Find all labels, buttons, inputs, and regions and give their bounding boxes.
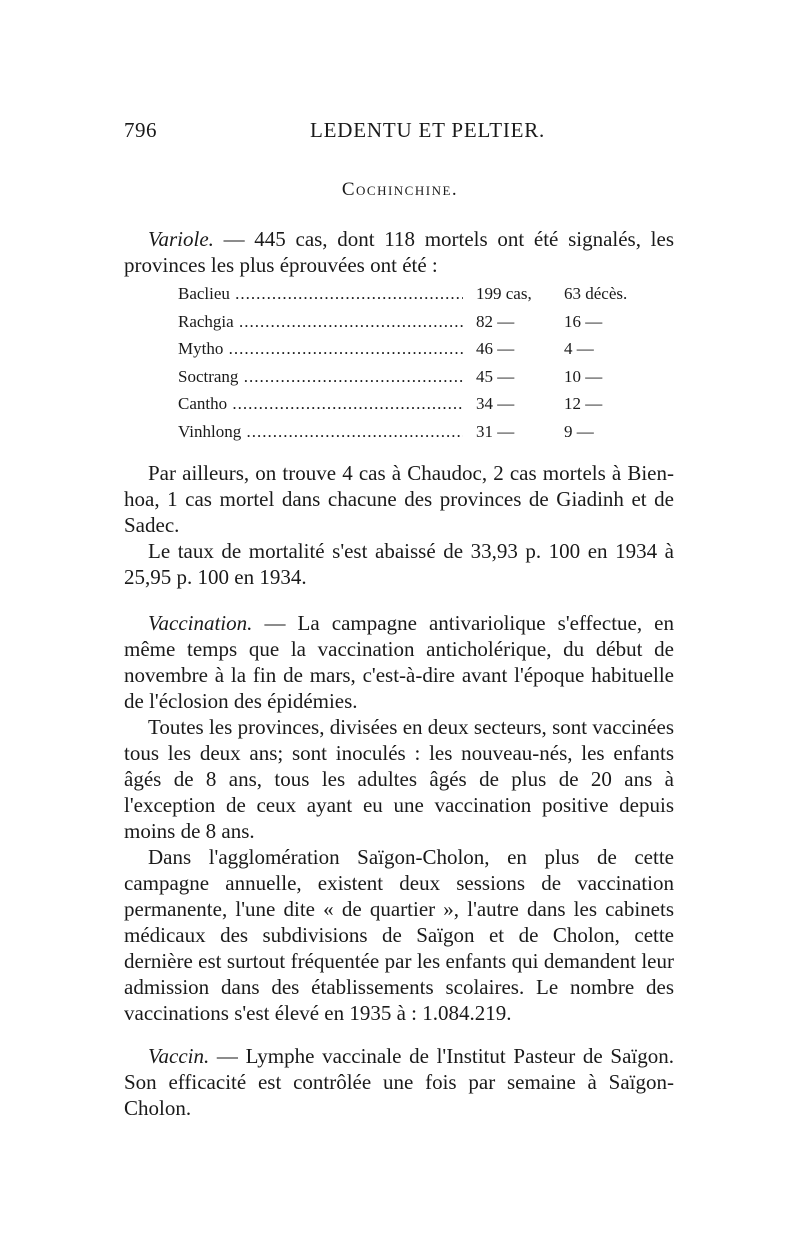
paragraph-vaccin xyxy=(124,1043,674,1121)
running-head: LEDENTU ET PELTIER. xyxy=(310,118,546,142)
paragraph-other-cases: Par ailleurs, on trouve 4 cas à Chaudoc, 2 cas mortels à Bien-hoa, 1 cas mortel dans chacune des provinces de Giadinh et de Sadec. xyxy=(124,461,674,537)
province-cases: 199 cas, xyxy=(476,284,532,303)
province-cases: 34 — xyxy=(476,394,515,413)
province-name: Rachgia ..... xyxy=(178,312,463,332)
province-name: Baclieu ..... xyxy=(178,284,463,304)
paragraph-provinces: Toutes les provinces, divisées en deux secteurs, sont vaccinées tous les deux ans; sont inoculés : les nouveau-nés, les enfants âgés de 8 ans, tous les adultes âgés de plus de 20 ans à l'exception de ceux ayant eu une vaccination positive depuis moins de 8 ans. xyxy=(124,715,674,843)
province-deaths: 10 — xyxy=(564,366,603,386)
province-deaths: 4 — xyxy=(564,339,594,358)
body-text-3 xyxy=(124,1043,674,1121)
table-row xyxy=(178,339,638,367)
province-deaths: 63 décès. xyxy=(564,284,628,303)
vaccin-lead: Vaccin. xyxy=(148,1044,210,1068)
province-cases: 31 — xyxy=(476,421,515,441)
province-cases: 82 — xyxy=(476,311,515,331)
page-header xyxy=(124,118,664,148)
table-row xyxy=(178,422,638,450)
section-title: Cochinchine. xyxy=(341,179,459,200)
body-text-1 xyxy=(124,460,674,590)
table-row xyxy=(178,284,638,312)
province-cases: 45 — xyxy=(476,366,515,386)
variole-paragraph xyxy=(124,226,674,278)
paragraph-mortality-rate: Le taux de mortalité s'est abaissé de 33,93 p. 100 en 1934 à 25,95 p. 100 en 1934. xyxy=(124,539,674,589)
province-name: Vinhlong ..... xyxy=(178,422,463,442)
table-row xyxy=(178,394,638,422)
province-name: Mytho ..... xyxy=(178,339,463,359)
variole-lead: Variole. xyxy=(148,227,214,251)
page-number: 796 xyxy=(124,118,157,142)
province-table xyxy=(178,284,638,449)
vaccination-text: — La campagne antivariolique s'effectue, en même temps que la vaccination anticholérique, du début de novembre à la fin de mars, c'est-à-dire avant l'époque habituelle de l'éclosion des épidémies. xyxy=(124,611,674,713)
body-text-2 xyxy=(124,610,674,1026)
vaccin-text: — Lymphe vaccinale de l'Institut Pasteur de Saïgon. Son efficacité est contrôlée une fois par semaine à Saïgon-Cholon. xyxy=(124,1044,674,1120)
table-row xyxy=(178,367,638,395)
paragraph-vaccination xyxy=(124,610,674,714)
province-name: Soctrang ..... xyxy=(178,367,463,387)
paragraph-saigon-cholon: Dans l'agglomération Saïgon-Cholon, en plus de cette campagne annuelle, existent deux sessions de vaccination permanente, l'une dite « de quartier », l'autre dans les cabinets médicaux des subdivisions de Saïgon et de Cholon, cette dernière est surtout fréquentée par les enfants qui demandent leur admission dans des établissements scolaires. Le nombre des vaccinations s'est élevé en 1935 à : 1.084.219. xyxy=(124,845,674,1025)
province-deaths: 16 — xyxy=(564,311,603,331)
province-deaths: 12 — xyxy=(564,394,603,413)
variole-text: — 445 cas, dont 118 mortels ont été signalés, les provinces les plus éprouvées ont été : xyxy=(124,227,674,277)
province-deaths: 9 — xyxy=(564,421,594,441)
province-name: Cantho ..... xyxy=(178,394,463,414)
vaccination-lead: Vaccination. xyxy=(148,611,253,635)
table-row xyxy=(178,312,638,340)
province-cases: 46 — xyxy=(476,339,515,358)
